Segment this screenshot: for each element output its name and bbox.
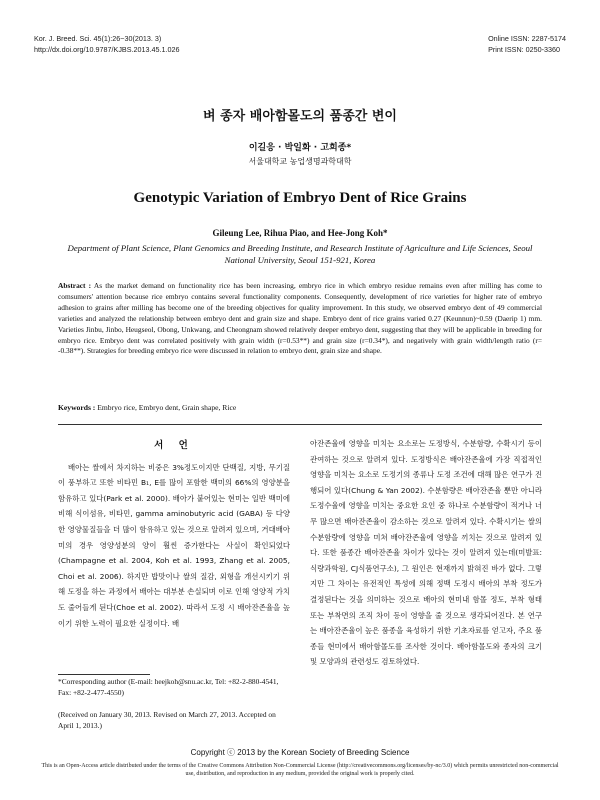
abstract-label: Abstract : — [58, 281, 92, 290]
license-notice: This is an Open-Access article distributed under the terms of the Creative Commons Attribution Non-Commercial License (http://creativecommons.org/licenses/by-nc/3.0) which permits unrestricted non-commercial use, distribution, and reproduction in any medium, provided the original work is properly cited. — [41, 763, 559, 777]
journal-citation: Kor. J. Breed. Sci. 45(1):26~30(2013. 3) — [34, 34, 162, 43]
doi-link[interactable]: http://dx.doi.org/10.9787/KJBS.2013.45.1.026 — [34, 45, 180, 54]
right-column — [310, 436, 542, 670]
left-column — [58, 436, 290, 631]
korean-affiliation: 서울대학교 농업생명과학대학 — [248, 157, 352, 166]
journal-header — [34, 33, 179, 55]
section-divider — [58, 424, 542, 425]
english-affiliation: Department of Plant Science, Plant Genomics and Breeding Institute, and Research Institute of Agriculture and Life Sciences, Seoul National University, Seoul 151-921, Korea — [67, 243, 533, 265]
received-dates: (Received on January 30, 2013. Revised on March 27, 2013. Accepted on April 1, 2013.) — [58, 710, 276, 730]
intro-left-paragraph: 배아는 쌀에서 차지하는 비중은 3%정도이지만 단백질, 지방, 무기질이 풍부하고 또한 비타민 B₁, E를 많이 포함한 백미의 66%의 영양분을 함유하고 있다(Park et al. 2000). 배아가 붙어있는 현미는 일반 백미에 비해 식이섬유, 비타민, gamma aminobutyric acid (GABA) 등 다양한 영양물질들을 더 많이 함유하고 있는 것으로 알려져 있으며, 거대배아미의 경우 영양성분의 양이 훨씬 증가한다는 사실이 확인되었다(Champagne et al. 2004, Koh et al. 1993, Zhang et al. 2005, Choi et al. 2006). 하지만 밥맛이나 쌀의 질감, 외형을 개선시키기 위해 도정을 하는 과정에서 배아는 대부분 손실되며 이로 인해 영양적 가치도 줄어들게 된다(Choe et al. 2002). 따라서 도정 시 배아잔존율을 높이기 위한 노력이 필요한 실정이다. 배 — [58, 462, 290, 628]
copyright-notice: Copyright ⓒ 2013 by the Korean Society of Breeding Science — [190, 748, 410, 757]
korean-title: 벼 종자 배아함몰도의 품종간 변이 — [203, 109, 397, 124]
keywords-text: Embryo rice, Embryo dent, Grain shape, Rice — [97, 403, 237, 412]
issn-header — [488, 33, 566, 55]
keywords-label: Keywords : — [58, 403, 96, 412]
print-issn: Print ISSN: 0250-3360 — [488, 45, 560, 54]
intro-right-paragraph: 아잔존율에 영향을 미치는 요소로는 도정방식, 수분함량, 수확시기 등이 관여하는 것으로 알려져 있다. 도정방식은 배아잔존율에 가장 직접적인 영향을 미치는 요소로 도정기의 종류나 도정 조건에 대해 많은 연구가 진행되어 있다(Chung & Yan 2002). 수분함량은 배아잔존율 뿐만 아니라 도정수율에 영향을 미치는 중요한 요인 중 하나로 수분함량이 적거나 너무 많으면 배아잔존율이 감소하는 것으로 알려져 있다. 수확시기는 쌀의 수분함량에 영향을 미쳐 배아잔존율에 영향을 끼치는 것으로 알려져 있다. 또한 품종간 배아잔존율 차이가 있다는 것이 알려져 있는데(미발표: 식량과학원, CJ식품연구소), 그 원인은 현재까지 밝혀진 바가 없다. 그렇지만 그 차이는 유전적인 특성에 의해 정백 도정시 배아의 부착 정도가 결정된다는 것을 의미하는 것으로 배아의 현미내 함몰 정도, 부착 형태 또는 부착면의 조직 차이 등이 영향을 줄 것으로 생각되어진다. 본 연구는 배아잔존율이 높은 품종을 육성하기 위한 기초자료를 얻고자, 주요 품종들 현미에서 배아함몰도를 조사한 것이다. 배아함몰도와 종자의 크기 및 모양과의 관련성도 검토하였다. — [310, 439, 542, 667]
korean-authors: 이길응 · 박일화 · 고희종* — [248, 143, 352, 153]
abstract — [58, 281, 542, 357]
english-title: Genotypic Variation of Embryo Dent of Rice Grains — [133, 190, 467, 206]
online-issn: Online ISSN: 2287-5174 — [488, 34, 566, 43]
abstract-text: As the market demand on functionality rice has been increasing, embryo rice in which embryo residue remains even after milling has come to comsumers' attention because rice embryo contains several functionality components. Consequently, development of rice varieties for higher rate of embryo adhesion to grains after milling has become one of the breeding objectives for quality improvement. In this study, we observed embryo dent of 49 commercial varieties and analyzed the relationship between embryo dent and grain size and shape. Embryo dent of rice grains varied 0.27 (Keunnun)~0.59 (Daerip 1) mm. Varieties Jinbu, Jinbo, Heugseol, Obong, Unkwang, and Cheongnam showed relatively deeper embryo dent, suggesting that they will be applicable in breeding for embryo rice. Embryo dent was correlated positively with grain width (r=0.53**) and grain size (r=0.34*), and negatively with grain width/length ratio (r= -0.38**). Strategies for breeding embryo rice were discussed in relation to embryo dent, grain size and shape. — [58, 281, 542, 356]
english-authors: Gileung Lee, Rihua Piao, and Hee-Jong Koh* — [212, 228, 388, 238]
keywords — [58, 403, 542, 412]
intro-heading: 서 언 — [154, 440, 194, 451]
footnote-divider — [58, 674, 150, 675]
corresponding-author-note: *Corresponding author (E-mail: heejkoh@snu.ac.kr, Tel: +82-2-880-4541, Fax: +82-2-477-4550) — [58, 677, 279, 697]
